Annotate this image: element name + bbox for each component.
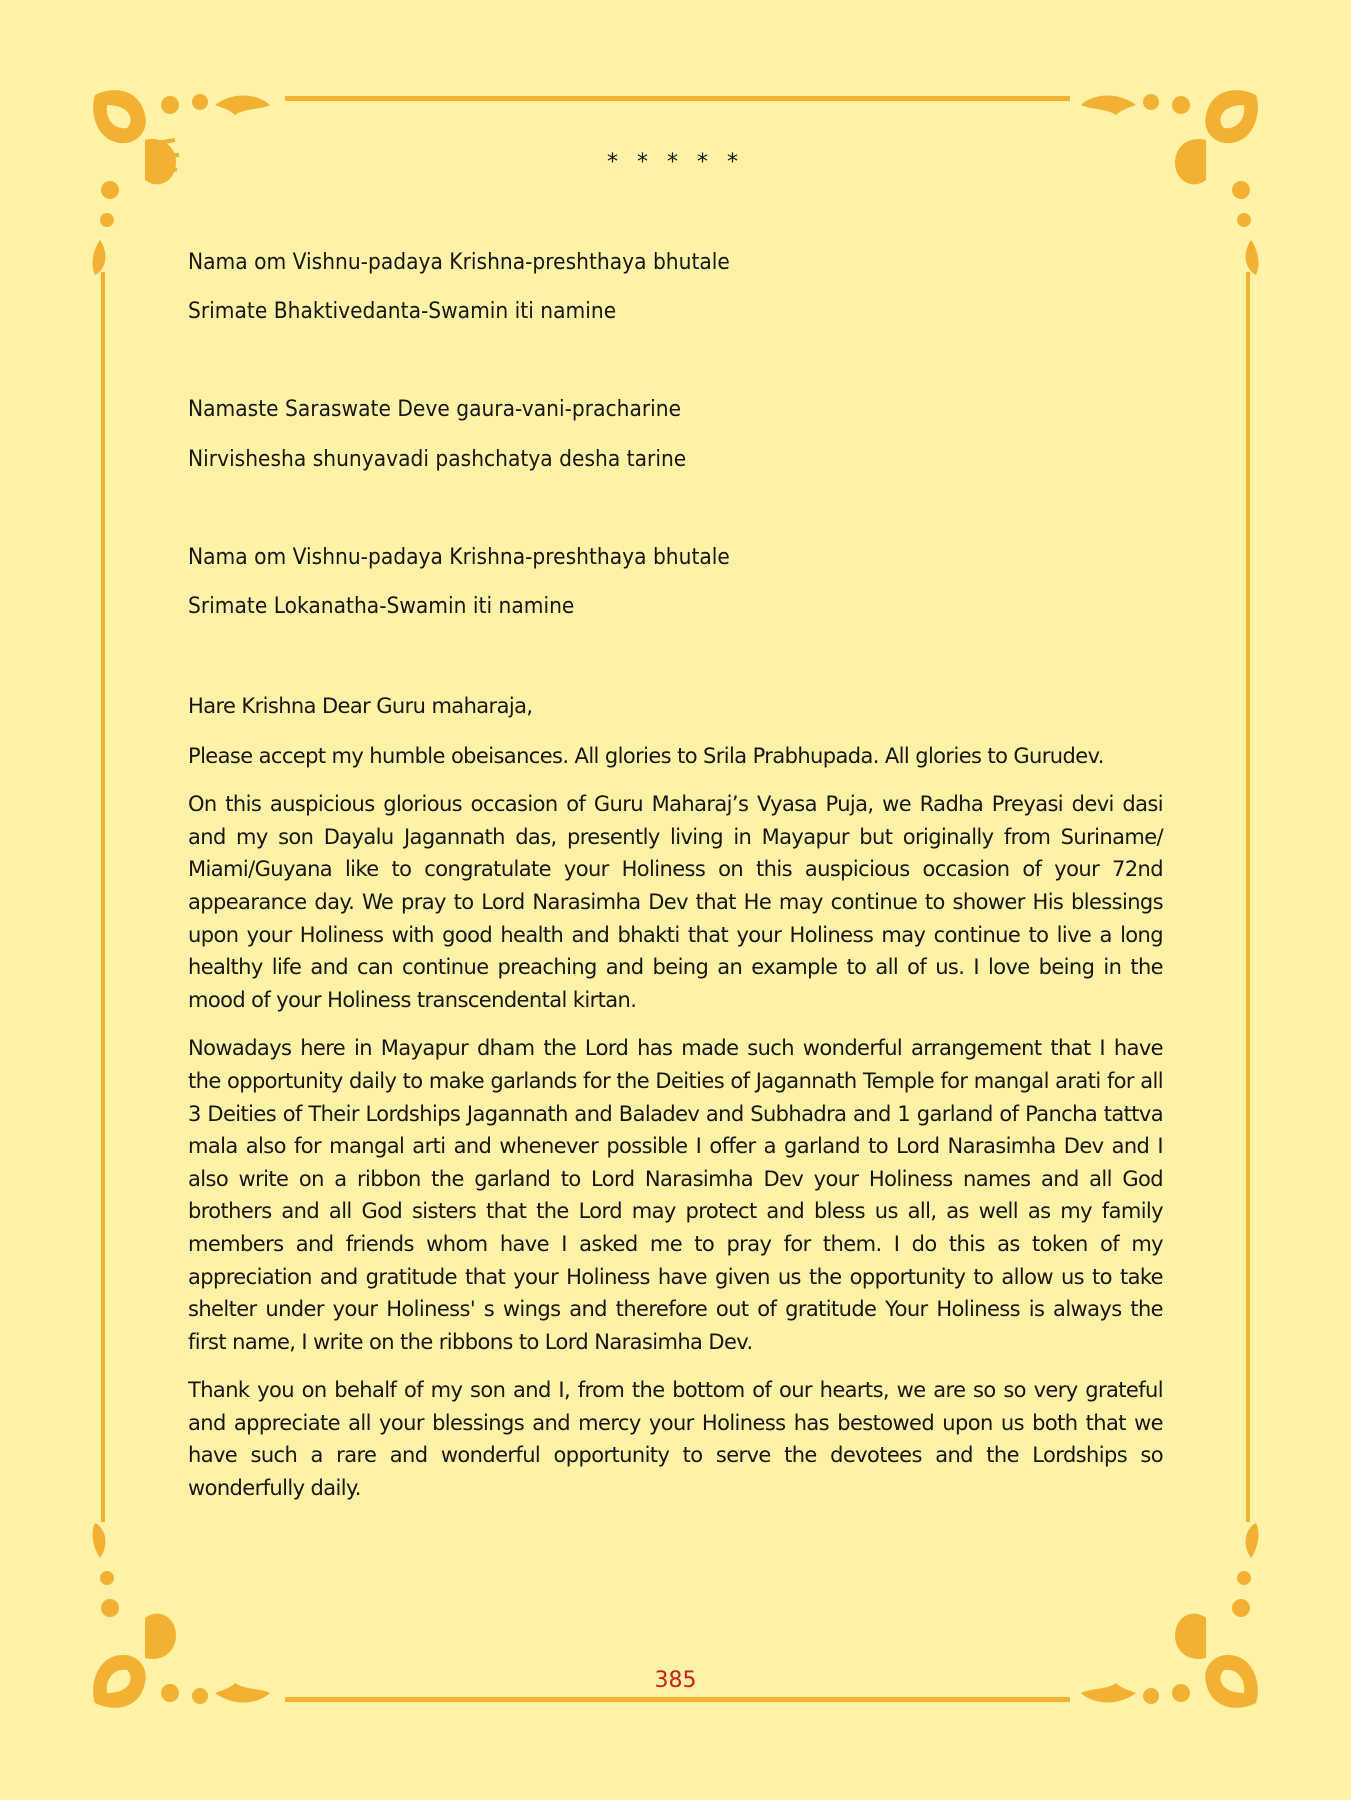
verse-line: Nirvishesha shunyavadi pashchatya desha tarine bbox=[188, 447, 687, 472]
border-left bbox=[101, 272, 105, 1522]
letter-body bbox=[188, 690, 1163, 1521]
border-right bbox=[1246, 272, 1250, 1522]
verse-line: Namaste Saraswate Deve gaura-vani-pracharine bbox=[188, 397, 682, 422]
verse-line: Srimate Bhaktivedanta-Swamin iti namine bbox=[188, 299, 617, 324]
paragraph: Please accept my humble obeisances. All glories to Srila Prabhupada. All glories to Gurudev. bbox=[188, 743, 1104, 768]
verse-line: Nama om Vishnu-padaya Krishna-preshthaya bhutale bbox=[188, 250, 730, 275]
border-top bbox=[285, 96, 1070, 101]
corner-ornament-top-right bbox=[1066, 80, 1266, 280]
paragraph: On this auspicious glorious occasion of Guru Maharaj’s Vyasa Puja, we Radha Preyasi devi dasi and my son Dayalu Jagannath das, presently living in Mayapur but originally from Suriname/ Miami/Guyana like to congratulate your Holiness on this auspicious occasion of your 72nd appearance day. We pray to Lord Narasimha Dev that He may continue to shower His blessings upon your Holiness with good health and bhakti that your Holiness may continue to live a long healthy life and can continue preaching and being an example to all of us. I love being in the mood of your Holiness transcendental kirtan. bbox=[188, 792, 1163, 1012]
section-separator: * * * * * bbox=[607, 150, 744, 175]
verse-line: Srimate Lokanatha-Swamin iti namine bbox=[188, 594, 575, 619]
verse-line: Nama om Vishnu-padaya Krishna-preshthaya bhutale bbox=[188, 545, 730, 570]
page-number: 385 bbox=[654, 1668, 697, 1693]
salutation: Hare Krishna Dear Guru maharaja, bbox=[188, 694, 533, 718]
paragraph: Thank you on behalf of my son and I, from the bottom of our hearts, we are so so very grateful and appreciate all your blessings and mercy your Holiness has bestowed upon us both that we have such a rare and wonderful opportunity to serve the devotees and the Lordships so wonderfully daily. bbox=[188, 1378, 1163, 1501]
paragraph: Nowadays here in Mayapur dham the Lord has made such wonderful arrangement that I have the opportunity daily to make garlands for the Deities of Jagannath Temple for mangal arati for all 3 Deities of Their Lordships Jagannath and Baladev and Subhadra and 1 garland of Pancha tattva mala also for mangal arti and whenever possible I offer a garland to Lord Narasimha Dev and I also write on a ribbon the garland to Lord Narasimha Dev your Holiness names and all God brothers and all God sisters that the Lord may protect and bless us all, as well as my family members and friends whom have I asked me to pray for them. I do this as token of my appreciation and gratitude that your Holiness have given us the opportunity to allow us to take shelter under your Holiness' s wings and therefore out of gratitude Your Holiness is always the first name, I write on the ribbons to Lord Narasimha Dev. bbox=[188, 1036, 1163, 1354]
border-bottom bbox=[285, 1697, 1070, 1702]
